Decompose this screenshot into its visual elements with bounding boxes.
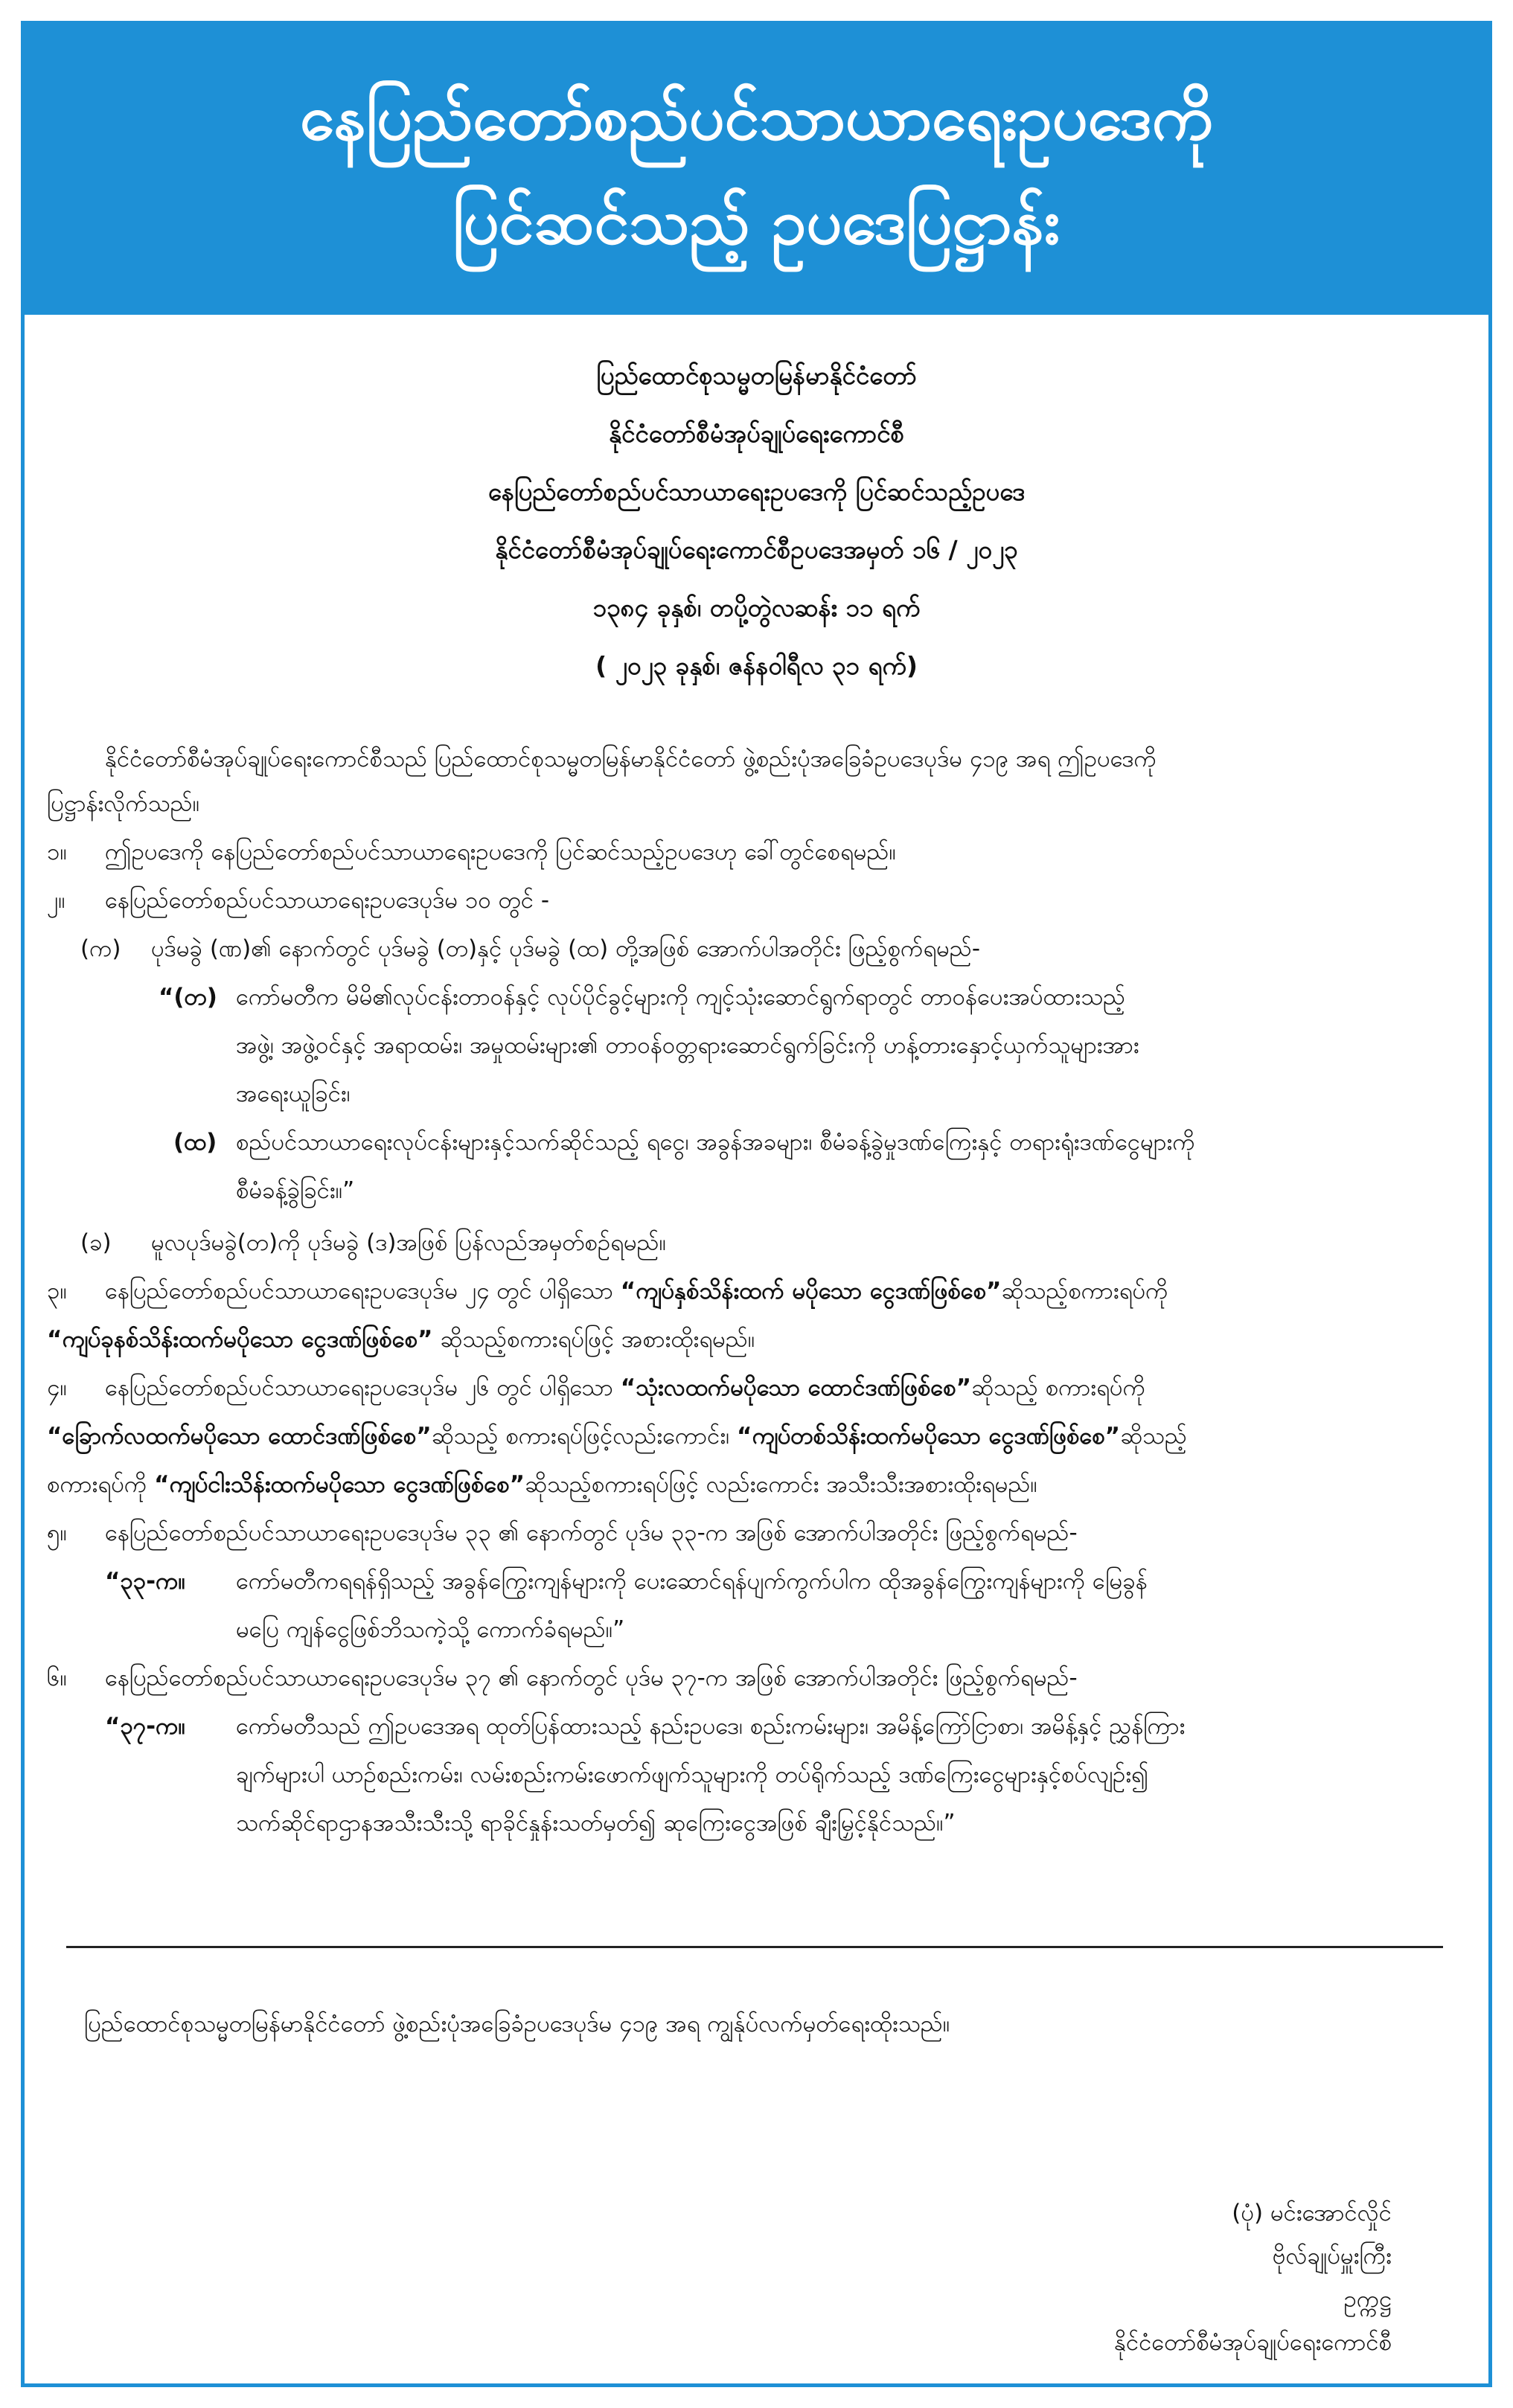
section-3-line1-part-c: ဆိုသည့်စကားရပ်ကို	[1001, 1278, 1168, 1304]
intro-line1: နိုင်ငံတော်စီမံအုပ်ချုပ်ရေးကောင်စီသည် ပြည်ထောင်စုသမ္မတမြန်မာနိုင်ငံတော် ဖွဲ့စည်းပုံအခြေခံဥပဒေပုဒ်မ ၄၁၉ အရ ဤဥပဒေကို	[105, 746, 1157, 772]
header-law-number: နိုင်ငံတော်စီမံအုပ်ချုပ်ရေးကောင်စီဥပဒေအမှတ် ၁၆ / ၂၀၂၃	[495, 535, 1018, 564]
section-37a-line3: သက်ဆိုင်ရာဌာနအသီးသီးသို့ ရာခိုင်နှုန်းသတ်မှတ်၍ ဆုကြေးငွေအဖြစ် ချီးမြှင့်နိုင်သည်။”	[236, 1810, 956, 1837]
section-6-text: နေပြည်တော်စည်ပင်သာယာရေးဥပဒေပုဒ်မ ၃၇ ၏ နောက်တွင် ပုဒ်မ ၃၇-က အဖြစ် အောက်ပါအတိုင်း ဖြည့်စွက်ရမည်-	[105, 1665, 1078, 1691]
section-4-line2	[47, 1418, 1187, 1455]
header-country: ပြည်ထောင်စုသမ္မတမြန်မာနိုင်ငံတော်	[596, 361, 917, 390]
banner-title-line1: နေပြည်တော်စည်ပင်သာယာရေးဥပဒေကို	[299, 81, 1214, 154]
section-37a-number: “၃၇-က။	[105, 1713, 185, 1740]
section-4-line3-part-a: စကားရပ်ကို	[47, 1471, 155, 1498]
section-4-new-fine: “ကျပ်ငါးသိန်းထက်မပိုသော ငွေဒဏ်ဖြစ်စေ”	[154, 1471, 525, 1498]
clause-ta-line2: အဖွဲ့၊ အဖွဲ့ဝင်နှင့် အရာထမ်း၊ အမှုထမ်းများ၏ တာဝန်ဝတ္တရားဆောင်ရွက်ခြင်းကို ဟန့်တားနှောင့်ယှက်သူများအား	[236, 1032, 1139, 1059]
signature-name: (ပုံ) မင်းအောင်လှိုင်	[1232, 2200, 1392, 2226]
signature-title: ဥက္ကဋ္ဌ	[1343, 2286, 1392, 2313]
section-4-new-prison-term: “ခြောက်လထက်မပိုသော ထောင်ဒဏ်ဖြစ်စေ”	[47, 1423, 432, 1450]
section-2-sub-b-text: မူလပုဒ်မခွဲ(တ)ကို ပုဒ်မခွဲ (ဒ)အဖြစ် ပြန်လည်အမှတ်စဉ်ရမည်။	[151, 1229, 667, 1256]
clause-tha-line1: စည်ပင်သာယာရေးလုပ်ငန်းများနှင့်သက်ဆိုင်သည့် ရငွေ၊ အခွန်အခများ၊ စီမံခန့်ခွဲမှုဒဏ်ကြေးနှင့် တရားရုံးဒဏ်ငွေများကို	[236, 1129, 1195, 1156]
clause-ta-number: “(တ)	[159, 984, 217, 1011]
section-4-line3	[47, 1466, 1037, 1503]
section-3-line2-part-b: ဆိုသည့်စကားရပ်ဖြင့် အစားထိုးရမည်။	[432, 1326, 755, 1353]
section-1-text: ဤဥပဒေကို နေပြည်တော်စည်ပင်သာယာရေးဥပဒေကို ပြင်ဆင်သည့်ဥပဒေဟု ခေါ်တွင်စေရမည်။	[105, 839, 896, 865]
section-2-sub-a-number: (က)	[80, 935, 121, 962]
section-5-number: ၅။	[47, 1520, 67, 1546]
header-council: နိုင်ငံတော်စီမံအုပ်ချုပ်ရေးကောင်စီ	[608, 419, 905, 448]
section-4-line3-part-c: ဆိုသည့်စကားရပ်ဖြင့် လည်းကောင်း အသီးသီးအစားထိုးရမည်။	[524, 1471, 1037, 1498]
section-33a-line1: ကော်မတီကရရန်ရှိသည့် အခွန်ကြွေးကျန်များကို ပေးဆောင်ရန်ပျက်ကွက်ပါက ထိုအခွန်ကြွေးကျန်များကို မြေခွန်	[236, 1568, 1148, 1595]
section-33a-number: “၃၃-က။	[105, 1568, 185, 1595]
footer-signing-note: ပြည်ထောင်စုသမ္မတမြန်မာနိုင်ငံတော် ဖွဲ့စည်းပုံအခြေခံဥပဒေပုဒ်မ ၄၁၉ အရ ကျွန်ုပ်လက်မှတ်ရေးထိုးသည်။	[84, 2011, 950, 2037]
section-3-line1-part-a: နေပြည်တော်စည်ပင်သာယာရေးဥပဒေပုဒ်မ ၂၄ တွင် ပါရှိသော	[105, 1278, 621, 1304]
section-1-number: ၁။	[47, 839, 67, 865]
section-4-line1	[105, 1369, 1145, 1406]
section-2-sub-a-text: ပုဒ်မခွဲ (ဏ)၏ နောက်တွင် ပုဒ်မခွဲ (တ)နှင့် ပုဒ်မခွဲ (ထ) တို့အဖြစ် အောက်ပါအတိုင်း ဖြည့်စွက်ရမည်-	[151, 935, 981, 962]
section-5-text: နေပြည်တော်စည်ပင်သာယာရေးဥပဒေပုဒ်မ ၃၃ ၏ နောက်တွင် ပုဒ်မ ၃၃-က အဖြစ် အောက်ပါအတိုင်း ဖြည့်စွက်ရမည်-	[105, 1520, 1078, 1546]
title-banner	[25, 25, 1488, 315]
banner-title-line2: ပြင်ဆင်သည့် ဥပဒေပြဋ္ဌာန်း	[452, 185, 1061, 258]
section-3-line2	[47, 1321, 755, 1358]
announcement-frame	[21, 21, 1492, 2387]
section-4-line2-part-d: ဆိုသည့်	[1120, 1423, 1187, 1450]
clause-ta-line3: အရေးယူခြင်း၊	[236, 1080, 351, 1107]
section-3-line1	[105, 1272, 1168, 1310]
section-4-line2-part-b: ဆိုသည့် စကားရပ်ဖြင့်လည်းကောင်း၊	[431, 1423, 737, 1450]
clause-tha-number: (ထ)	[173, 1129, 217, 1156]
section-6-number: ၆။	[47, 1665, 67, 1691]
signature-rank: ဗိုလ်ချုပ်မှူးကြီး	[1272, 2243, 1392, 2270]
section-4-line1-part-c: ဆိုသည့် စကားရပ်ကို	[970, 1374, 1145, 1401]
signature-organization: နိုင်ငံတော်စီမံအုပ်ချုပ်ရေးကောင်စီ	[1114, 2329, 1392, 2356]
section-4-number: ၄။	[47, 1374, 67, 1401]
clause-ta-line1: ကော်မတီက မိမိ၏လုပ်ငန်းတာဝန်နှင့် လုပ်ပိုင်ခွင့်များကို ကျင့်သုံးဆောင်ရွက်ရာတွင် တာဝန်ပေးအပ်ထားသည့်	[236, 984, 1126, 1011]
section-2-sub-b-number: (ခ)	[80, 1229, 112, 1256]
header-date-myanmar: ၁၃၈၄ ခုနှစ်၊ တပို့တွဲလဆန်း ၁၁ ရက်	[592, 593, 921, 622]
section-3-new-fine: “ကျပ်ခုနစ်သိန်းထက်မပိုသော ငွေဒဏ်ဖြစ်စေ”	[47, 1326, 433, 1353]
section-33a-line2: မပြေ ကျန်ငွေဖြစ်ဘိသကဲ့သို့ ကောက်ခံရမည်။”	[236, 1616, 625, 1643]
intro-line2: ပြဋ္ဌာန်းလိုက်သည်။	[47, 790, 200, 817]
section-3-number: ၃။	[47, 1278, 67, 1304]
divider-line	[66, 1946, 1443, 1948]
section-4-line1-part-a: နေပြည်တော်စည်ပင်သာယာရေးဥပဒေပုဒ်မ ၂၆ တွင် ပါရှိသော	[105, 1374, 621, 1401]
section-37a-line1: ကော်မတီသည် ဤဥပဒေအရ ထုတ်ပြန်ထားသည့် နည်းဥပဒေ၊ စည်းကမ်းများ၊ အမိန့်ကြော်ငြာစာ၊ အမိန့်နှင့် ညွှန်ကြား	[236, 1713, 1186, 1740]
section-2-number: ၂။	[47, 887, 65, 914]
header-law-title: နေပြည်တော်စည်ပင်သာယာရေးဥပဒေကို ပြင်ဆင်သည့်ဥပဒေ	[487, 477, 1026, 506]
section-4-old-fine: “ကျပ်တစ်သိန်းထက်မပိုသော ငွေဒဏ်ဖြစ်စေ”	[736, 1423, 1121, 1450]
header-date-gregorian: ( ၂၀၂၃ ခုနှစ်၊ ဇန်နဝါရီလ ၃၁ ရက်)	[595, 651, 918, 680]
section-2-text: နေပြည်တော်စည်ပင်သာယာရေးဥပဒေပုဒ်မ ၁၀ တွင် -	[105, 887, 550, 914]
section-3-old-fine: “ကျပ်နှစ်သိန်းထက် မပိုသော ငွေဒဏ်ဖြစ်စေ”	[620, 1278, 1002, 1304]
section-4-old-prison-term: “သုံးလထက်မပိုသော ထောင်ဒဏ်ဖြစ်စေ”	[620, 1374, 971, 1401]
section-37a-line2: ချက်များပါ ယာဉ်စည်းကမ်း၊ လမ်းစည်းကမ်းဖောက်ဖျက်သူများကို တပ်ရိုက်သည့် ဒဏ်ကြေးငွေများနှင့်စပ်လျဉ်း၍	[236, 1761, 1149, 1788]
clause-tha-line2: စီမံခန့်ခွဲခြင်း။”	[236, 1177, 355, 1204]
